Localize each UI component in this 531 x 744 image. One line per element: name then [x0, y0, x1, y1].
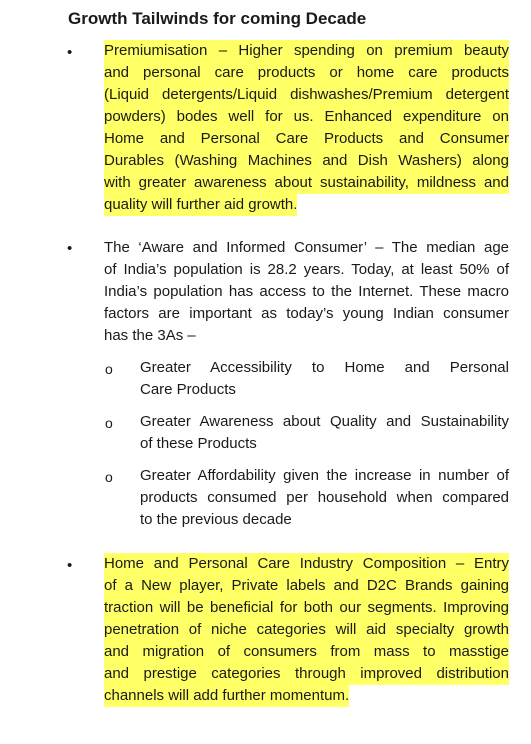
paragraph-line: and personal care products or home care products: [104, 62, 509, 84]
paragraph-line: The ‘Aware and Informed Consumer’ – The median age: [104, 239, 509, 256]
sub-item-line: products consumed per household when compared: [140, 489, 509, 506]
paragraph-line: of a New player, Private labels and D2C Brands gaining: [104, 575, 509, 597]
aware-consumer-paragraph: [104, 237, 509, 347]
industry-composition-paragraph: [104, 553, 509, 707]
paragraph-line: Premiumisation – Higher spending on premium beauty: [104, 40, 509, 62]
paragraph-line: has the 3As –: [104, 327, 196, 344]
sub-bullet-marker: o: [105, 361, 113, 377]
sub-item-awareness: [140, 411, 509, 455]
paragraph-line: (Liquid detergents/Liquid dishwashes/Premium detergent: [104, 84, 509, 106]
paragraph-line: Home and Personal Care Products and Consumer: [104, 128, 509, 150]
paragraph-line: powders) bodes well for us. Enhanced expenditure on: [104, 106, 509, 128]
bullet-marker: •: [67, 240, 73, 257]
paragraph-line: Home and Personal Care Industry Composition – Entry: [104, 553, 509, 575]
paragraph-line: factors are important as today’s young Indian consumer: [104, 305, 509, 322]
sub-item-line: Care Products: [140, 381, 236, 398]
paragraph-line: Durables (Washing Machines and Dish Washers) along: [104, 150, 509, 172]
sub-bullet-marker: o: [105, 469, 113, 485]
paragraph-line: of India’s population is 28.2 years. Today, at least 50% of: [104, 261, 509, 278]
paragraph-line: penetration of niche categories will aid specialty growth: [104, 619, 509, 641]
sub-item-line: to the previous decade: [140, 511, 292, 528]
paragraph-line: traction will be beneficial for both our segments. Improving: [104, 597, 509, 619]
paragraph-line: quality will further aid growth.: [104, 194, 509, 216]
paragraph-line: with greater awareness about sustainability, mildness and: [104, 172, 509, 194]
sub-item-line: Greater Affordability given the increase in number of: [140, 467, 509, 484]
sub-item-affordability: [140, 465, 509, 531]
paragraph-line: channels will add further momentum.: [104, 685, 509, 707]
paragraph-line: India’s population has access to the Internet. These macro: [104, 283, 509, 300]
bullet-marker: •: [67, 557, 73, 574]
paragraph-line: and prestige categories through improved distribution: [104, 663, 509, 685]
sub-item-line: Greater Accessibility to Home and Personal: [140, 359, 509, 376]
premiumisation-paragraph: [104, 40, 509, 216]
bullet-marker: •: [67, 44, 73, 61]
sub-item-line: of these Products: [140, 435, 257, 452]
sub-bullet-marker: o: [105, 415, 113, 431]
sub-item-accessibility: [140, 357, 509, 401]
section-heading: Growth Tailwinds for coming Decade: [68, 9, 367, 28]
paragraph-line: and migration of consumers from mass to masstige: [104, 641, 509, 663]
sub-item-line: Greater Awareness about Quality and Sustainability: [140, 413, 509, 430]
